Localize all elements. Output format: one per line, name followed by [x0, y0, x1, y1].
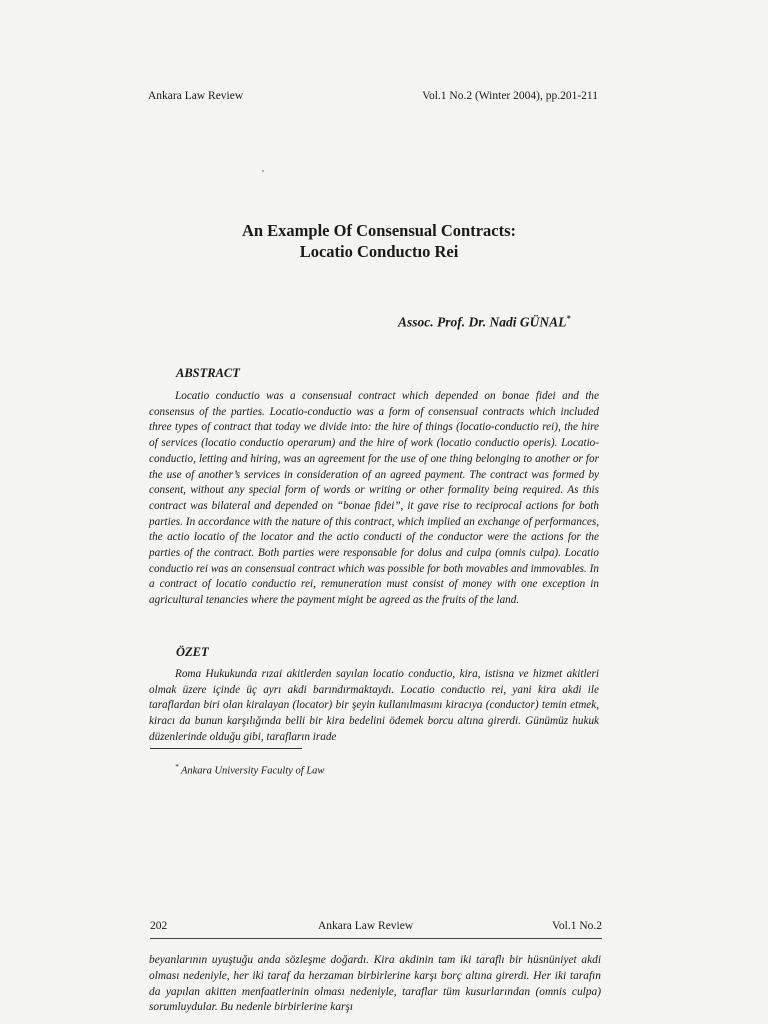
- ozet-body: [149, 667, 599, 746]
- author-footnote-marker: *: [566, 314, 571, 323]
- scan-speck: [262, 170, 264, 172]
- abstract-text: Locatio conductio was a consensual contract which depended on bonae fidei and the consensus of the parties. Locatio-conductio was a form of consensual contracts which included three types of contract that today we divide into: the hire of things (locatio-conductio rei), the hire of services (locatio conductio operarum) and the hire of work (locatio conductio operis). Locatio-conductio, letting and hiring, was an agreement for the use of one thing belonging to another or for the use of another’s services in consideration of an agreed payment. The contract was formed by consent, without any special form of words or writing or other formality being required. As this contract was bilateral and depended on “bonae fidei”, it gave rise to reciprocal actions for both parties. In accordance with the nature of this contract, which implied an exchange of performances, the actio locatio of the locator and the actio conducti of the conductor were the actions for the parties of the contract. Both parties were responsable for dolus and culpa (omnis culpa). Locatio conductio rei was an consensual contract which was possible for both movables and immovables. In a contract of locatio conductio rei, remuneration must consist of money with one exception in agricultural tenancies where the payment might be agreed as the fruits of the land.: [149, 390, 599, 607]
- ozet-text: Roma Hukukunda rızai akitlerden sayılan locatio conductio, kira, istisna ve hizmet akitleri olmak üzere içinde üç ayrı akdi barındırmaktaydı. Locatio conductio rei, yani kira akdi ile taraflardan biri olan kiralayan (locator) bir şeyin kullanılmasını kiracıya (conductor) temin etmek, kiracı da bunun karşılığında belli bir kira bedelini ödemek borcu altına girerdi. Günümüz hukuk düzenlerinde olduğu gibi, tarafların irade: [149, 668, 599, 743]
- footnote-text: Ankara University Faculty of Law: [180, 765, 325, 777]
- author-line: [398, 314, 570, 331]
- article-title: [0, 220, 768, 262]
- page-number: 202: [150, 920, 168, 932]
- abstract-heading: ABSTRACT: [176, 366, 240, 380]
- title-line-2: Locatio Conductıo Rei: [299, 242, 459, 261]
- next-page-text: beyanlarının uyuştuğu anda sözleşme doğardı. Kira akdinin tam iki taraflı bir hüsnüniyet akdi olması nedeniyle, her iki taraf da herzaman birbirlerine karşı borç altına girerdi. Her iki tarafın da yapılan akitten menfaatlerinin olması nedeniyle, taraflar tüm kusurlarından (omnis culpa) sorumluydular. Bu nedenle birbirlerine karşı: [149, 954, 601, 1014]
- author-name: Assoc. Prof. Dr. Nadi GÜNAL: [398, 314, 567, 330]
- citation: Vol.1 No.2 (Winter 2004), pp.201-211: [422, 90, 598, 102]
- footer-volume: Vol.1 No.2: [552, 920, 602, 932]
- footnote: [175, 763, 324, 777]
- footnote-marker: *: [175, 763, 179, 771]
- next-page-body: [149, 953, 601, 1016]
- journal-name: Ankara Law Review: [148, 90, 244, 102]
- ozet-heading: ÖZET: [176, 645, 209, 659]
- abstract-body: [149, 389, 599, 609]
- header-rule: [150, 938, 602, 939]
- footer-journal: Ankara Law Review: [318, 920, 414, 932]
- title-line-1: An Example Of Consensual Contracts:: [241, 221, 517, 240]
- footnote-rule: [150, 748, 302, 749]
